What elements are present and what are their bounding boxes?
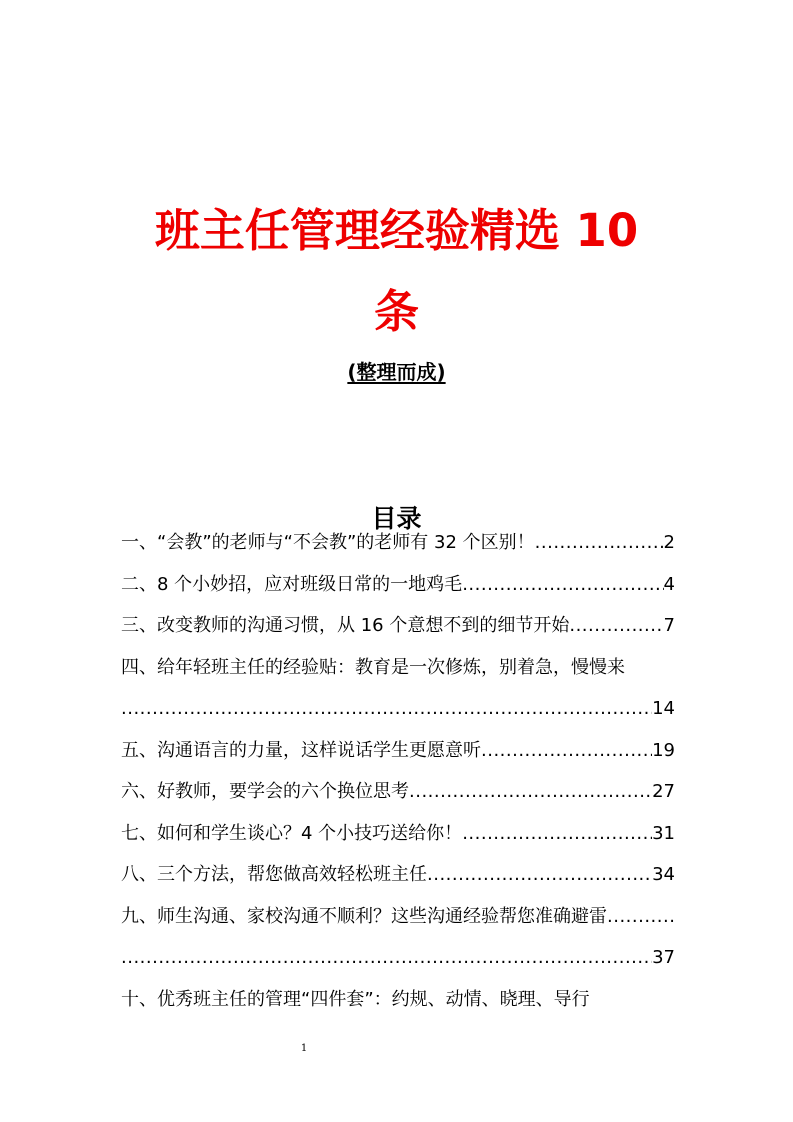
toc-leader-dots bbox=[481, 738, 652, 764]
toc-leader-dots bbox=[462, 572, 663, 598]
toc-entry-title: 十、优秀班主任的管理“四件套”：约规、动情、晓理、导行 bbox=[121, 989, 590, 1010]
toc-entry-title: 九、师生沟通、家校沟通不顺利？这些沟通经验帮您准确避雷 bbox=[121, 906, 607, 927]
toc-entry-continuation[interactable] bbox=[121, 945, 675, 971]
toc-entry-title: 三、改变教师的沟通习惯，从 16 个意想不到的细节开始 bbox=[121, 615, 570, 636]
toc-leader-dots bbox=[121, 696, 652, 722]
toc-leader-dots bbox=[607, 904, 675, 930]
toc-entry-page: 14 bbox=[652, 698, 675, 719]
toc-entry-continuation[interactable] bbox=[121, 696, 675, 722]
toc-entry[interactable] bbox=[121, 779, 675, 805]
toc-entry-page: 31 bbox=[652, 823, 675, 844]
toc-entry-title: 七、如何和学生谈心？4 个小技巧送给你！ bbox=[121, 823, 463, 844]
toc-entry-title: 四、给年轻班主任的经验贴：教育是一次修炼，别着急，慢慢来 bbox=[121, 657, 625, 678]
toc-entry-page: 7 bbox=[663, 615, 675, 636]
toc-leader-dots bbox=[462, 821, 652, 847]
toc-entry[interactable] bbox=[121, 987, 675, 1013]
document-title-line-2: 条 bbox=[373, 285, 419, 338]
toc-entry[interactable] bbox=[121, 530, 675, 556]
toc-leader-dots bbox=[535, 530, 664, 556]
toc-entry[interactable] bbox=[121, 613, 675, 639]
toc-entry-title: 一、“会教”的老师与“不会教”的老师有 32 个区别！ bbox=[121, 532, 535, 553]
toc-entry-page: 2 bbox=[663, 532, 675, 553]
document-title-line-1: 班主任管理经验精选 10 bbox=[154, 204, 639, 257]
toc-entry-page: 27 bbox=[652, 781, 675, 802]
toc-entry[interactable] bbox=[121, 572, 675, 598]
toc-entry-title: 八、三个方法，帮您做高效轻松班主任 bbox=[121, 864, 427, 885]
page-number: 1 bbox=[300, 1043, 308, 1054]
toc-entry-page: 19 bbox=[652, 740, 675, 761]
toc-entry[interactable] bbox=[121, 655, 675, 681]
document-subtitle: (整理而成) bbox=[347, 360, 446, 384]
toc-heading: 目录 bbox=[371, 503, 422, 533]
toc-entry-page: 34 bbox=[652, 864, 675, 885]
toc-entry[interactable] bbox=[121, 738, 675, 764]
toc-leader-dots bbox=[427, 862, 652, 888]
toc-leader-dots bbox=[409, 779, 652, 805]
toc-entry-title: 二、8 个小妙招，应对班级日常的一地鸡毛 bbox=[121, 574, 463, 595]
toc-leader-dots bbox=[121, 945, 652, 971]
toc-entry-title: 六、好教师，要学会的六个换位思考 bbox=[121, 781, 409, 802]
toc-entry[interactable] bbox=[121, 862, 675, 888]
toc-entry-page: 4 bbox=[663, 574, 675, 595]
toc-entry[interactable] bbox=[121, 904, 675, 930]
toc-entry-title: 五、沟通语言的力量，这样说话学生更愿意听 bbox=[121, 740, 481, 761]
toc-entry[interactable] bbox=[121, 821, 675, 847]
toc-entry-page: 37 bbox=[652, 947, 675, 968]
toc-leader-dots bbox=[569, 613, 663, 639]
